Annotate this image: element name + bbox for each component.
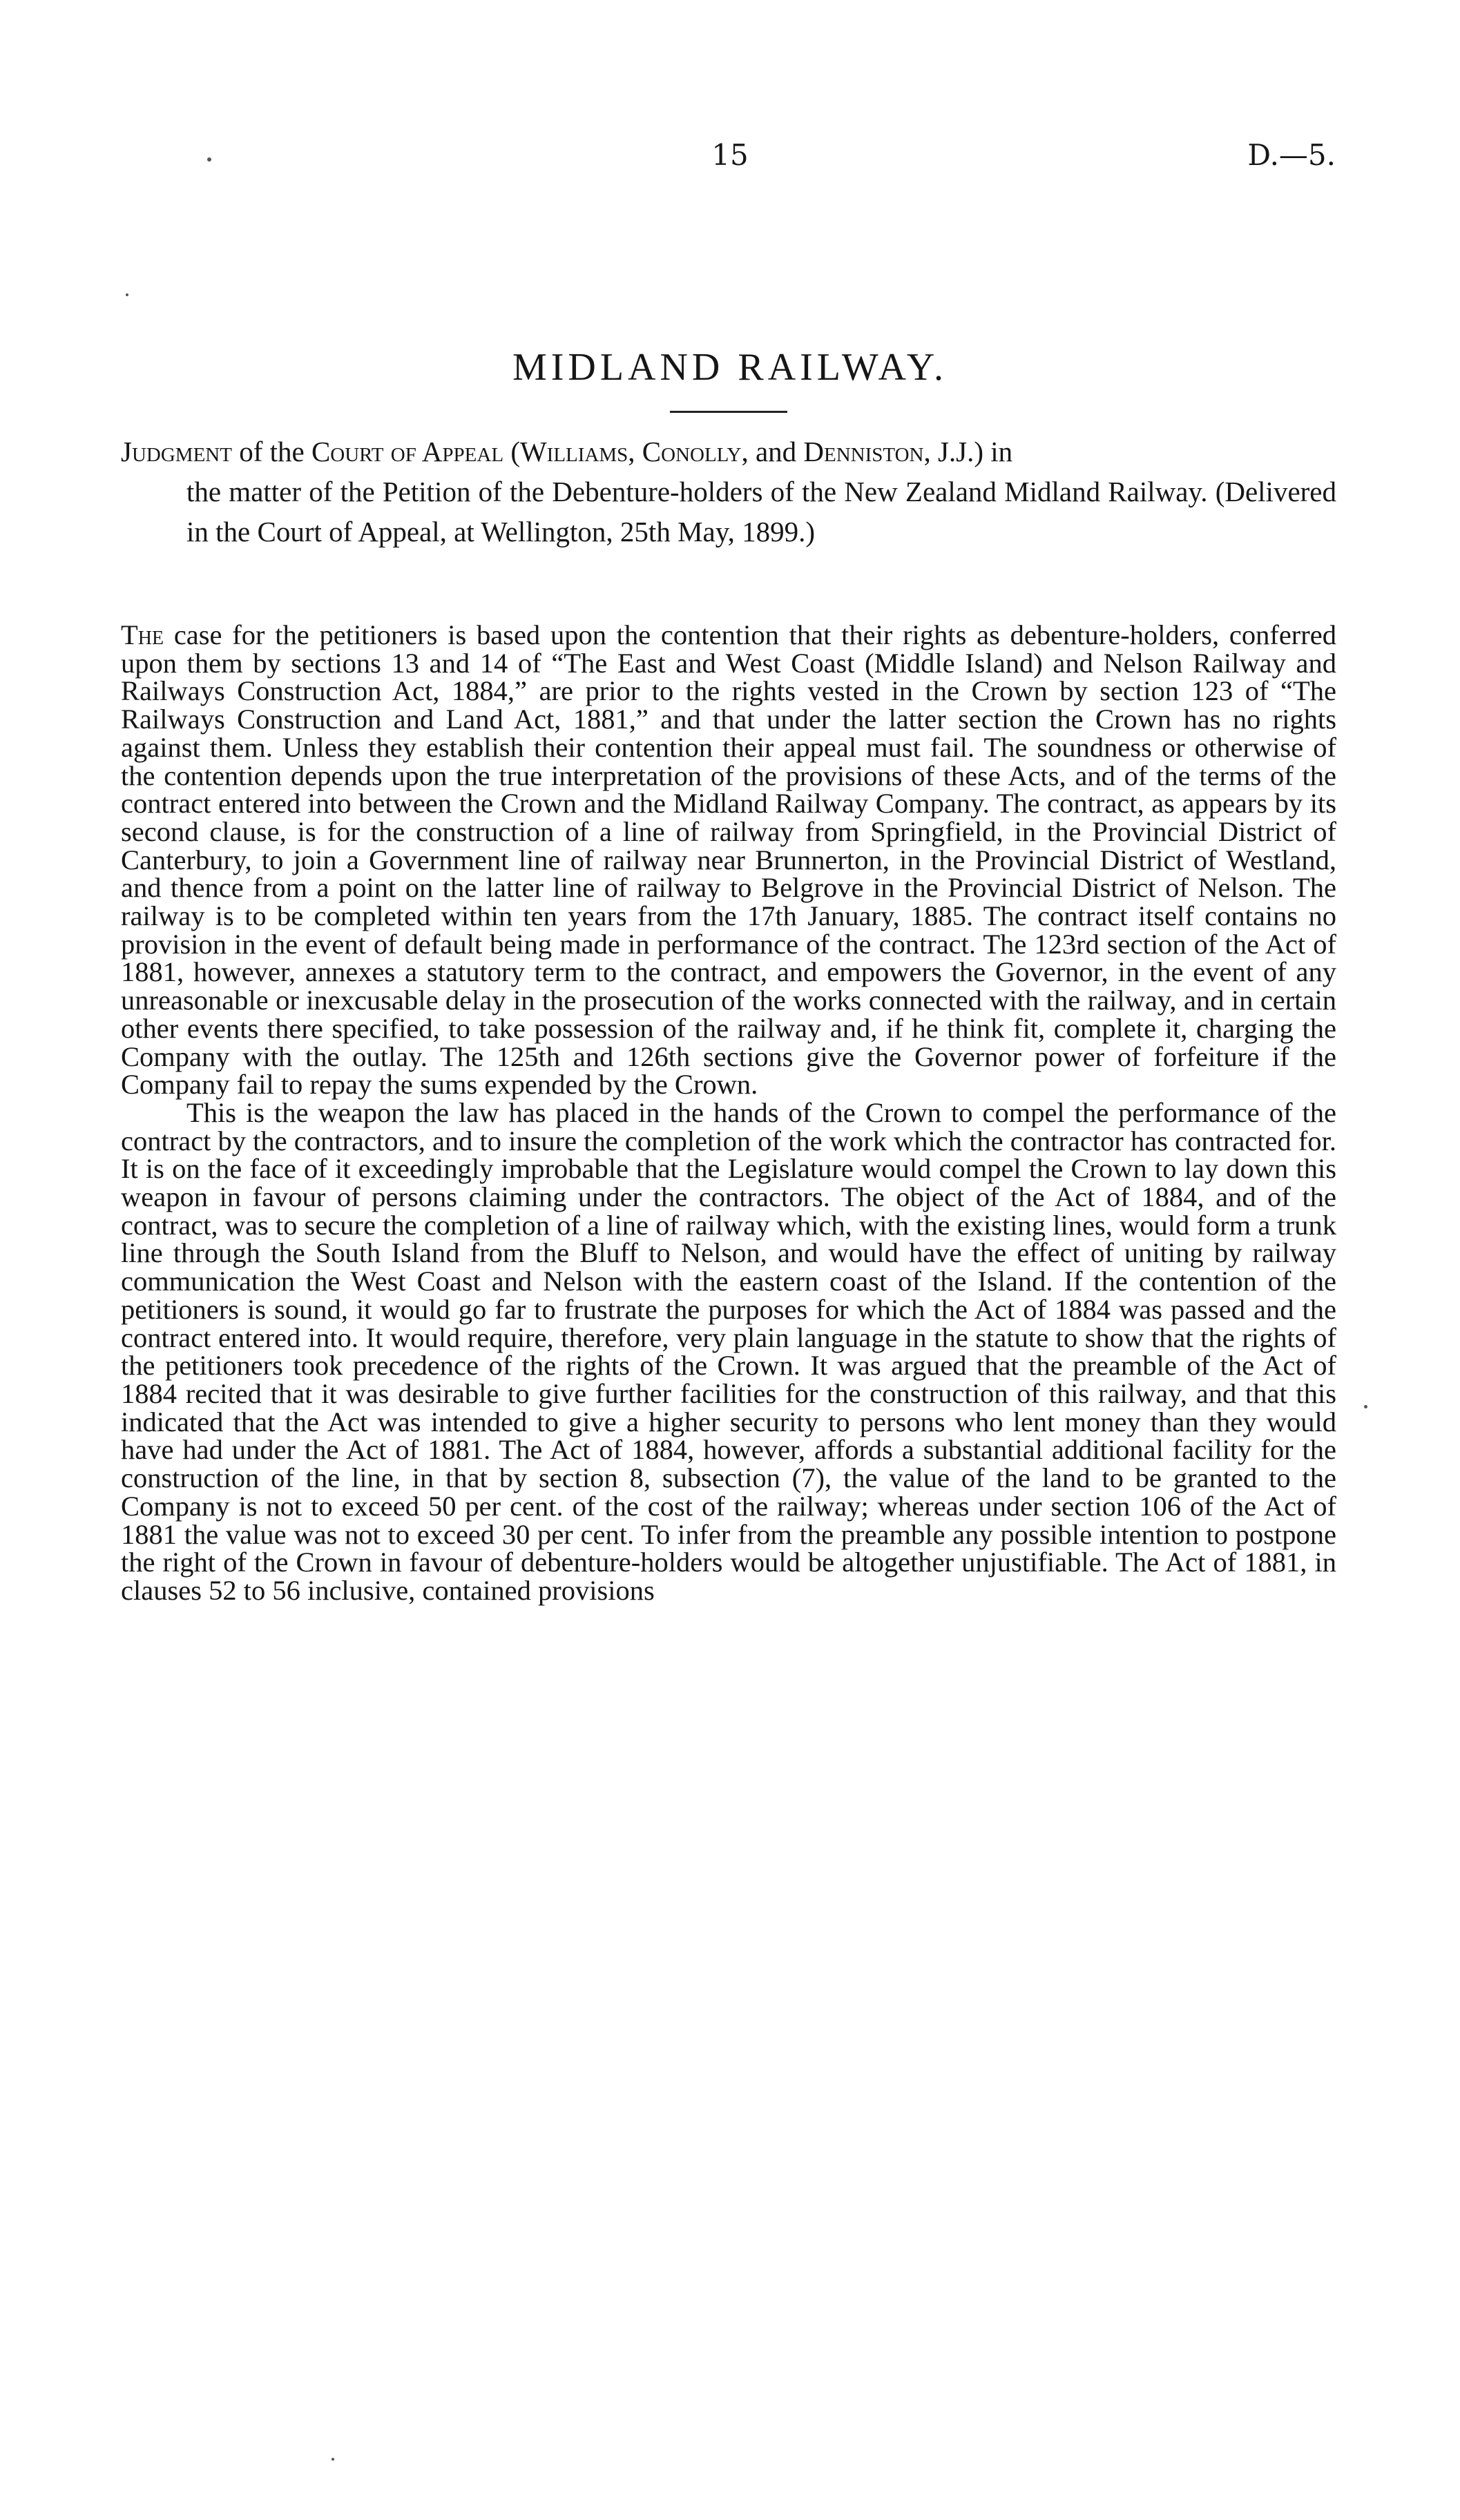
print-speck bbox=[332, 2458, 334, 2461]
title-rule bbox=[670, 411, 787, 413]
court-name: Court of Appeal bbox=[311, 436, 504, 467]
judgment-heading-first-line bbox=[121, 432, 1336, 472]
judge-williams: Williams bbox=[519, 436, 628, 467]
judgment-body bbox=[121, 621, 1336, 1605]
judgment-first-line-suffix: , J.J.) in bbox=[923, 436, 1013, 467]
paragraph-1-lead: The bbox=[121, 619, 164, 650]
paragraph-2: This is the weapon the law has placed in the hands of the Crown to compel the performance of the contract by the contractors, and to insure the completion of the work which the contractor has contracted for. It is on the face of it exceedingly improbable that the Legislature would compel the Crown to lay down this weapon in favour of persons claiming under the contractors. The object of the Act of 1884, and of the contract, was to secure the completion of a line of railway which, with the existing lines, would form a trunk line through the South Island from the Bluff to Nelson, and would have the effect of uniting by railway communication the West Coast and Nelson with the eastern coast of the Island. If the contention of the petitioners is sound, it would go far to frustrate the purposes for which the Act of 1884 was passed and the contract entered into. It would require, therefore, very plain language in the statute to show that the rights of the petitioners took precedence of the rights of the Crown. It was argued that the preamble of the Act of 1884 recited that it was desirable to give further facilities for the construction of this railway, and that this indicated that the Act was intended to give a higher security to persons who lent money than they would have had under the Act of 1881. The Act of 1884, however, affords a substantial additional facility for the construction of the line, in that by section 8, subsection (7), the value of the land to be granted to the Company is not to exceed 50 per cent. of the cost of the railway; whereas under section 106 of the Act of 1881 the value was not to exceed 30 per cent. To infer from the preamble any possible intention to postpone the right of the Crown in favour of debenture-holders would be altogether unjustifiable. The Act of 1881, in clauses 52 to 56 inclusive, contained provisions bbox=[121, 1096, 1337, 1606]
print-speck bbox=[207, 157, 211, 162]
judge-separator: , bbox=[628, 436, 642, 467]
paragraph-1-text: case for the petitioners is based upon the contention that their rights as debenture-holders, conferred upon them by sections 13 and 14 of “The East and West Coast (Middle Island) and Nelson Railway and Railways Construction Act, 1884,” are prior to the rights vested in the Crown by section 123 of “The Railways Construction and Land Act, 1881,” and that under the latter section the Crown has no rights against them. Unless they establish their contention their appeal must fail. The soundness or otherwise of the contention depends upon the true interpretation of the provisions of these Acts, and of the terms of the contract entered into between the Crown and the Midland Railway Company. The contract, as appears by its second clause, is for the construction of a line of railway from Springfield, in the Provincial District of Canterbury, to join a Government line of railway near Brunnerton, in the Provincial District of Westland, and thence from a point on the latter line of railway to Belgrove in the Provincial District of Nelson. The railway is to be completed within ten years from the 17th January, 1885. The contract itself contains no provision in the event of default being made in performance of the contract. The 123rd section of the Act of 1881, however, annexes a statutory term to the contract, and empowers the Governor, in the event of any unreasonable or inexcusable delay in the prosecution of the works connected with the railway, and in certain other events there specified, to take possession of the railway and, if he think fit, complete it, charging the Company with the outlay. The 125th and 126th sections give the Governor power of forfeiture if the Company fail to repay the sums expended by the Crown. bbox=[121, 619, 1336, 1101]
paragraph-1 bbox=[121, 621, 1336, 1099]
document-reference: D.—5. bbox=[1247, 138, 1336, 172]
open-paren: ( bbox=[503, 436, 520, 467]
page-number: 15 bbox=[711, 138, 749, 172]
judgment-heading bbox=[121, 432, 1336, 552]
judge-conolly: Conolly bbox=[642, 436, 742, 467]
judgment-lead: Judgment bbox=[121, 436, 232, 467]
judge-and: , and bbox=[741, 436, 804, 467]
judgment-heading-continuation: the matter of the Petition of the Debenture-holders of the New Zealand Midland Railway. (Delivered in the Court of Appeal, at Wellington, 25th May, 1899.) bbox=[186, 476, 1336, 547]
print-speck bbox=[126, 293, 128, 296]
judge-denniston: Denniston bbox=[803, 436, 924, 467]
page-title: MIDLAND RAILWAY. bbox=[512, 346, 948, 389]
judgment-of-the: of the bbox=[231, 436, 311, 467]
print-speck bbox=[1364, 1405, 1367, 1408]
